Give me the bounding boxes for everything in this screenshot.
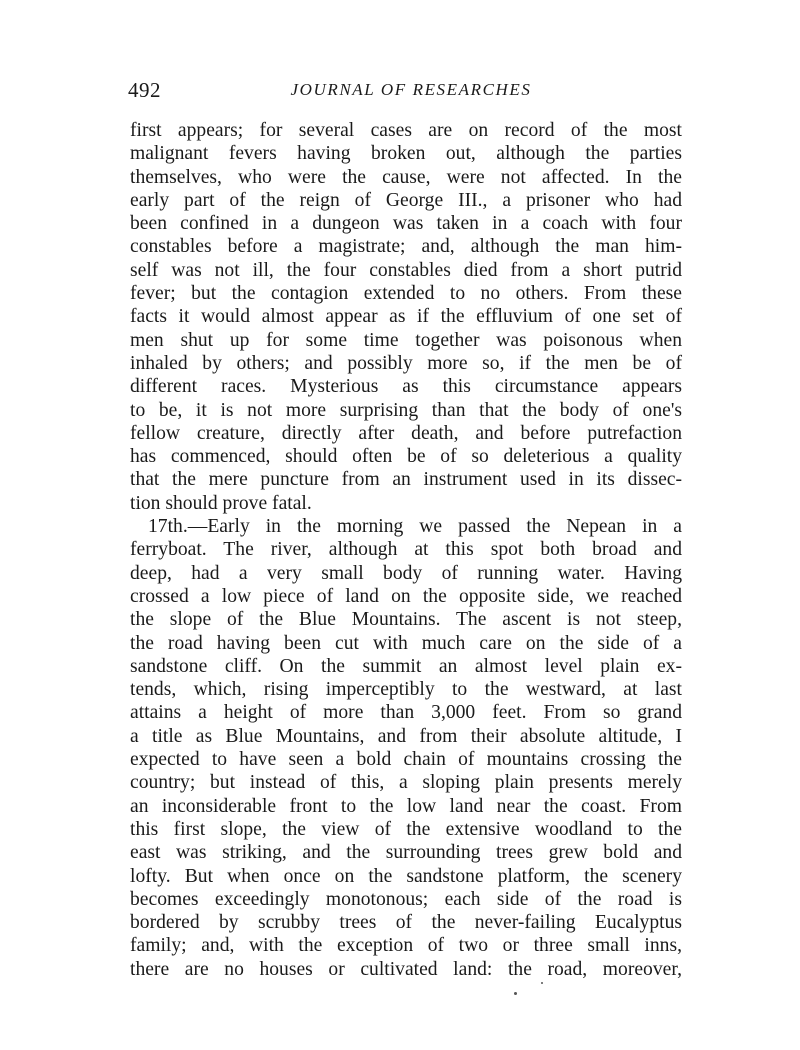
text-line: attains a height of more than 3,000 feet. From so grand: [130, 702, 682, 724]
running-head: JOURNAL OF RESEARCHES: [290, 80, 532, 99]
paragraph-2: [130, 515, 682, 981]
text-line: family; and, with the exception of two or three small inns,: [130, 935, 682, 957]
print-speck: [541, 982, 543, 984]
text-line: early part of the reign of George III., a prisoner who had: [130, 189, 682, 211]
text-line: fever; but the contagion extended to no others. From these: [130, 283, 682, 305]
text-line: that the mere puncture from an instrument used in its dissec-: [130, 469, 682, 491]
text-line: becomes exceedingly monotonous; each side of the road is: [130, 888, 682, 910]
text-line: crossed a low piece of land on the opposite side, we reached: [130, 585, 682, 607]
text-line: east was striking, and the surrounding trees grew bold and: [130, 842, 682, 864]
text-line: has commenced, should often be of so deleterious a quality: [130, 446, 682, 468]
text-line: expected to have seen a bold chain of mountains crossing the: [130, 749, 682, 771]
text-line: malignant fevers having broken out, although the parties: [130, 143, 682, 165]
text-line: the road having been cut with much care on the side of a: [130, 632, 682, 654]
paragraph-1: [130, 119, 682, 515]
text-line: lofty. But when once on the sandstone platform, the scenery: [130, 865, 682, 887]
text-line: deep, had a very small body of running water. Having: [130, 562, 682, 584]
text-line: an inconsiderable front to the low land near the coast. From: [130, 795, 682, 817]
text-line: first appears; for several cases are on record of the most: [130, 120, 682, 141]
text-line: a title as Blue Mountains, and from their absolute altitude, I: [130, 725, 682, 747]
page-header: [128, 78, 684, 108]
text-line: been confined in a dungeon was taken in a coach with four: [130, 213, 682, 235]
text-line: tion should prove fatal.: [130, 492, 312, 514]
text-line: this first slope, the view of the extensive woodland to the: [130, 818, 682, 840]
text-line: to be, it is not more surprising than that the body of one's: [130, 399, 682, 421]
text-line: themselves, who were the cause, were not affected. In the: [130, 166, 682, 188]
text-line: the slope of the Blue Mountains. The ascent is not steep,: [130, 609, 682, 631]
body-text: [130, 119, 682, 981]
text-line: self was not ill, the four constables died from a short putrid: [130, 259, 682, 281]
print-speck: [514, 992, 517, 995]
text-line: sandstone cliff. On the summit an almost level plain ex-: [130, 655, 682, 677]
text-line: country; but instead of this, a sloping plain presents merely: [130, 772, 682, 794]
text-line: bordered by scrubby trees of the never-failing Eucalyptus: [130, 912, 682, 934]
text-line: men shut up for some time together was poisonous when: [130, 329, 682, 351]
text-line: 17th.—Early in the morning we passed the Nepean in a: [148, 516, 682, 538]
text-line: inhaled by others; and possibly more so, if the men be of: [130, 352, 682, 374]
text-line: constables before a magistrate; and, although the man him-: [130, 236, 682, 258]
text-line: different races. Mysterious as this circumstance appears: [130, 376, 682, 398]
text-line: facts it would almost appear as if the effluvium of one set of: [130, 306, 682, 328]
page-number: 492: [128, 78, 161, 102]
text-line: fellow creature, directly after death, and before putrefaction: [130, 422, 682, 444]
text-line: ferryboat. The river, although at this spot both broad and: [130, 539, 682, 561]
text-line: tends, which, rising imperceptibly to the westward, at last: [130, 679, 682, 701]
text-line: there are no houses or cultivated land: the road, moreover,: [130, 958, 682, 980]
